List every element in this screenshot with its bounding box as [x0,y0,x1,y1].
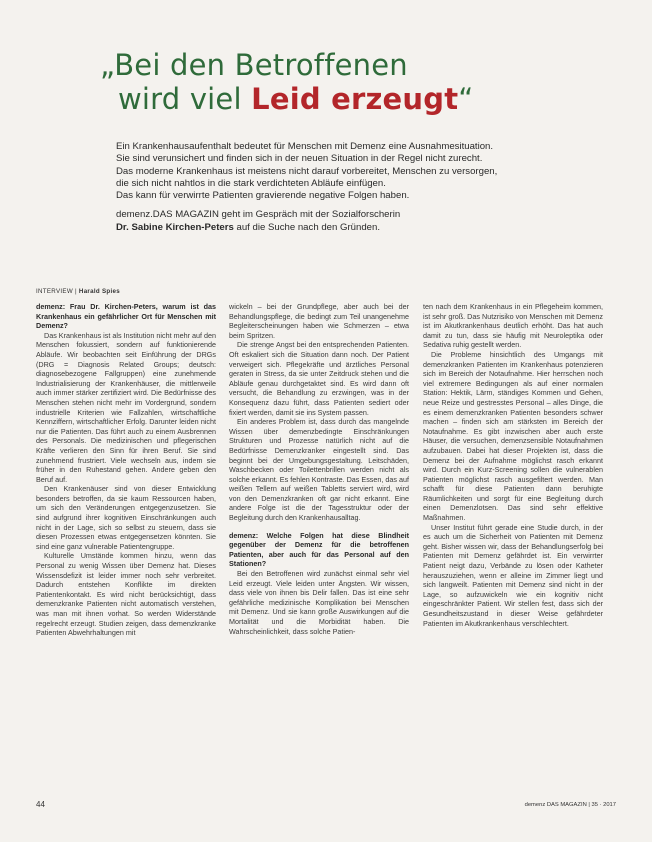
article-column-2 [229,302,409,636]
author-name: Harald Spies [78,288,121,295]
headline-accent: Leid erzeugt [251,82,459,116]
page-footer: demenz DAS MAGAZIN | 35 · 2017 [524,802,616,808]
article-paragraph: Den Krankenäuser sind von dieser Entwicklung besonders betroffen, da sie kaum Ressourcen haben, um sich den Veränderungen entgegenzusetzen. Sie sind aufgrund ihrer kognitiven Einschränkungen auch nicht in der Lage, sich so selbst zu steuern, dass sie diesen Prozessen etwas entgegensetzen könnten. Sie sind eine ganz vulnerable Patientengruppe. [36,484,216,551]
article-paragraph: wickeln – bei der Grundpflege, aber auch bei der Behandlungspflege, die bedingt zum Teil unangenehme Begleiterscheinungen haben wie Schmerzen – etwa beim Spritzen. [229,302,409,340]
article-paragraph: Das Krankenhaus ist als Institution nicht mehr auf den Menschen fokussiert, sondern auf funktionierende Abläufe. Wir beobachten seit Einführung der DRGs (DRG = Diagnosis Related Groups; deutsch: diagnosebezogene Fallgruppen) eine zunehmende Industrialisierung der Krankenhäuser, die mittlerweile auch immer stärker zertifiziert wird. Die Bedürfnisse des Menschen stehen nicht mehr im Vordergrund, sondern industrielle Kriterien wie Fallzahlen, wirtschaftliche Kennziffern, wirtschaftlicher Erfolg. Darunter leiden nicht nur die Patienten. Das führt auch zu einem Ausbrennen des Personals. Die medizinischen und pflegerischen Kräfte verlieren den Sinn für ihren Beruf. Sie sind zunehmend frustriert. Viele wechseln aus, indem sie früher in den Ruhestand gehen. Andere geben den Beruf auf. [36,330,216,484]
interview-question: demenz: Welche Folgen hat diese Blindheit gegenüber der Demenz für die betroffenen Patienten, aber auch für das Personal auf den Stationen? [229,530,409,569]
credit-label: INTERVIEW | [36,288,79,295]
article-paragraph: Unser Institut führt gerade eine Studie durch, in der es auch um die Sicherheit von Patienten mit Demenz geht. Bisher wissen wir, dass der Behandlungserfolg bei Patienten mit Demenz gefährdet ist. Ein verwirrter Patient neigt dazu, Verbände zu lösen oder Katheter herauszuziehen, wenn er alleine im Zimmer liegt und sich langweilt. Patienten mit Demenz sind nicht in der Lage, so aufzuwickeln wie ein kognitiv nicht eingeschränkter Patient. Wir stellen fest, dass sich der Gesundheitszustand in dieser Weise gefährdeter Patienten im Akutkrankenhaus verschlechtert. [423,522,603,628]
article-paragraph: ten nach dem Krankenhaus in ein Pflegeheim kommen, ist sehr groß. Das Nutzrisiko von Menschen mit Demenz ist im Akutkrankenhaus deutlich erhöht. Das hat auch damit zu tun, dass sie häufig mit Neuroleptika oder Sedativa ruhig gestellt werden. [423,302,603,350]
intro [116,141,616,234]
page-number: 44 [36,800,45,809]
headline-text: wird viel [118,82,252,116]
intro-sub-rest: auf die Suche nach den Gründen. [233,221,380,233]
intro-line: Sie sind verunsichert und finden sich in der neuen Situation in der Regel nicht zurecht. [116,153,483,165]
headline [100,48,620,116]
headline-line-1: „Bei den Betroffenen [100,48,408,82]
intro-sub-line: demenz.DAS MAGAZIN geht im Gespräch mit der Sozialforscherin [116,209,401,221]
article-paragraph: Ein anderes Problem ist, dass durch das mangelnde Wissen über demenzbedingte Einschränkungen Strukturen und Prozesse natürlich nicht auf die Bedürfnisse Demenzkranker eingestellt sind. Das beginnt bei der Umgebungsgestaltung. Leitschäden, Waschbecken oder Toilettenbrillen werden nicht als solche erkannt. Es fehlen Kontraste. Das Essen, das auf weißen Tellern auf weißen Tabletts serviert wird, wird von den Demenzkranken oft gar nicht erkannt. Eine andere Folge ist die der Tagesstruktur oder der Begleitung durch den Krankenhausalltag. [229,417,409,523]
intro-line: Ein Krankenhausaufenthalt bedeutet für Menschen mit Demenz eine Ausnahmesituation. [116,141,494,152]
intro-line: die sich nicht nahtlos in die stark verdichteten Abläufe einfügen. [116,177,386,189]
interview-question: demenz: Frau Dr. Kirchen-Peters, warum ist das Krankenhaus ein gefährlicher Ort für Menschen mit Demenz? [36,302,216,331]
headline-line-2 [100,82,620,116]
intro-line: Das moderne Krankenhaus ist meistens nicht darauf vorbereitet, Menschen zu versorgen, [116,165,498,177]
headline-quote-close: “ [458,82,474,116]
article-paragraph: Die strenge Angst bei den entsprechenden Patienten. Oft eskaliert sich die Situation dann noch. Der Patient verweigert sich. Pflegekräfte und ärztliches Personal geraten in Stress, da sie unter Zeitdruck stehen und die Abläufe genau durchgetaktet sind. Es wird dann oft versucht, die Behandlung zu erzwingen, was in der Konsequenz dazu führt, dass Patienten sediert oder fixiert werden, damit sie ins System passen. [229,340,409,417]
intro-line: Das kann für verwirrte Patienten gravierende negative Folgen haben. [116,190,410,202]
article-paragraph: Die Probleme hinsichtlich des Umgangs mit demenzkranken Patienten im Krankenhaus potenzieren sich im Bereich der Notaufnahme. Hier herrschen noch viel extremere Bedingungen als auf einer normalen Station: Hektik, Lärm, ständiges Kommen und Gehen, neue Reize und gestresstes Personal – alles Dinge, die es einem demenzkranken Patienten besonders schwer machen – finden sich am stärksten im Bereich der Notaufnahme. Es gibt inzwischen aber auch erste Häuser, die versuchen, demenzsensible Notaufnahmen aufzubauen. Dabei hat dieser Projekten ist, dass die Demenz bei der Aufnahme möglichst rasch erkannt wird. Durch ein Kurz-Screening sollen die vulnerablen Patienten möglichst rasch ausgefiltert werden. Man schafft für diese Patienten dann beruhigte Räumlichkeiten und sorgt für eine Begleitung durch einen Demenzlotsen. Das sind sehr effektive Maßnahmen. [423,349,603,523]
interviewee-name: Dr. Sabine Kirchen-Peters [116,221,234,233]
intro-sub-line [116,222,616,234]
article-paragraph: Kulturelle Umstände kommen hinzu, wenn das Personal zu wenig Wissen über Demenz hat. Dieses Wissensdefizit ist leider immer noch sehr verbreitet. Dadurch entstehen Konflikte im direkten Patientenkontakt. Es wird nicht berücksichtigt, dass demenzkranke Patienten nicht automatisch verstehen, was man mit ihnen vorhat. So werden Widerstände regelrecht erzeugt. Studien zeigen, dass demenzkranke Patienten Abwehrhaltungen mit [36,551,216,638]
article-column-3 [423,302,603,628]
article-column-1 [36,302,216,638]
article-paragraph: Bei den Betroffenen wird zunächst einmal sehr viel Leid erzeugt. Viele leiden unter Ängsten. Wir wissen, dass viele von ihnen bis Delir fallen. Das ist eine sehr gefährliche medizinische Komplikation bei Menschen mit Demenz. Und sie kann große Auswirkungen auf die Mortalität und die Morbidität haben. Die Wahrscheinlichkeit, dass solche Patien- [229,569,409,636]
author-credit [36,288,120,295]
